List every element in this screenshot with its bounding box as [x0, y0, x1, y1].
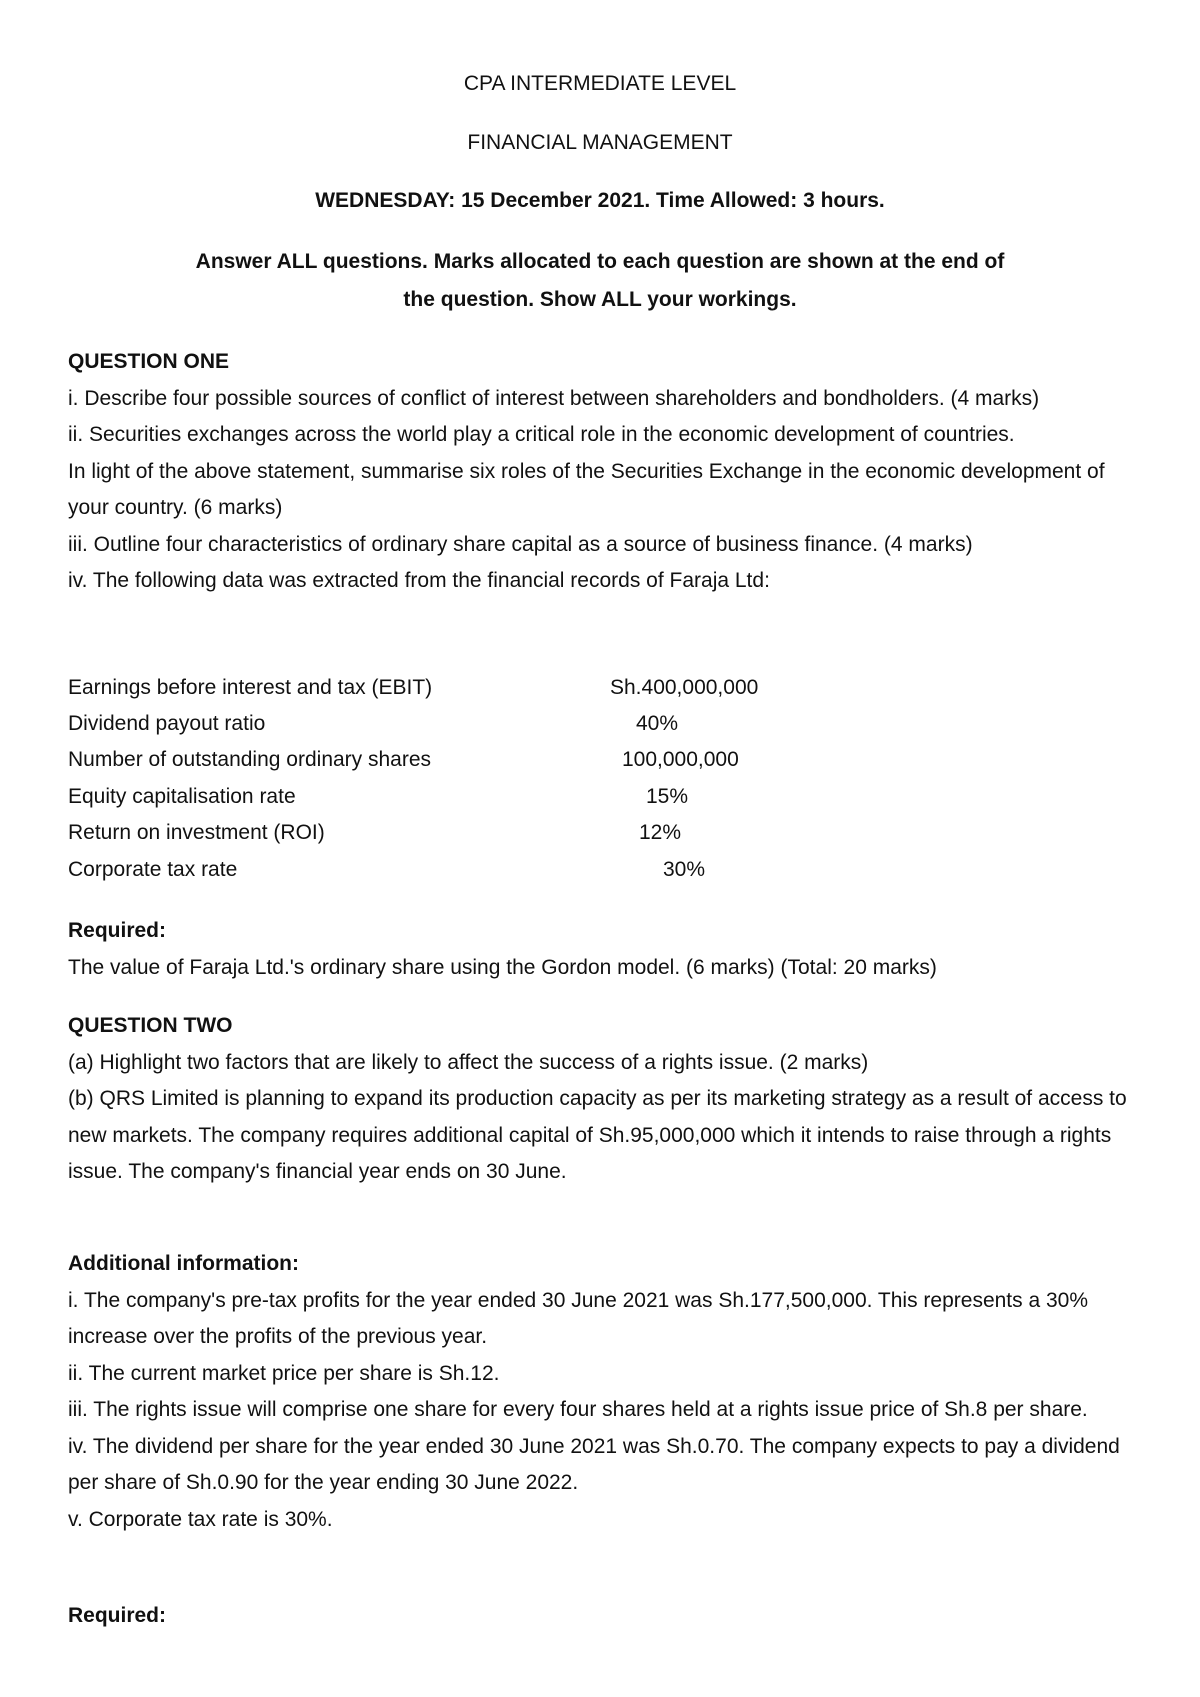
instructions-line-2: the question. Show ALL your workings.: [403, 288, 797, 311]
q1-item-ii-statement: In light of the above statement, summarise six roles of the Securities Exchange in the economic development of your country. (6 marks): [68, 459, 1105, 519]
q1-item-iv: iv. The following data was extracted from the financial records of Faraja Ltd:: [68, 569, 770, 592]
q1-required-block: [68, 913, 1148, 986]
data-label: Dividend payout ratio: [68, 712, 266, 735]
additional-item-ii: ii. The current market price per share is Sh.12.: [68, 1361, 500, 1385]
additional-info-section: [68, 1246, 1148, 1538]
question-two-section: [68, 1008, 1148, 1191]
data-label: Return on investment (ROI): [68, 821, 325, 844]
q1-item-i: i. Describe four possible sources of conflict of interest between shareholders and bondholders. (4 marks): [68, 386, 1040, 410]
required-label: Required:: [68, 919, 167, 942]
question-two-title: QUESTION TWO: [68, 1014, 233, 1037]
q2-part-a: (a) Highlight two factors that are likely to affect the success of a rights issue. (2 marks): [68, 1050, 869, 1074]
data-label: Number of outstanding ordinary shares: [68, 748, 432, 771]
exam-level: CPA INTERMEDIATE LEVEL: [463, 72, 737, 95]
exam-date-time: WEDNESDAY: 15 December 2021. Time Allowed: 3 hours.: [315, 189, 885, 212]
data-label: Equity capitalisation rate: [68, 785, 296, 808]
question-one-section: [68, 344, 1148, 600]
exam-subject: FINANCIAL MANAGEMENT: [467, 131, 733, 154]
q1-item-ii: ii. Securities exchanges across the world play a critical role in the economic development of countries.: [68, 423, 1015, 446]
instructions-line-1: Answer ALL questions. Marks allocated to each question are shown at the end of: [195, 250, 1005, 273]
additional-item-iv: iv. The dividend per share for the year ended 30 June 2021 was Sh.0.70. The company expects to pay a dividend per share of Sh.0.90 for the year ending 30 June 2022.: [68, 1434, 1120, 1494]
data-value: 40%: [636, 712, 679, 735]
data-value: 30%: [663, 858, 706, 881]
required-label: Required:: [68, 1604, 167, 1627]
data-value: Sh.400,000,000: [610, 676, 759, 699]
data-label: Earnings before interest and tax (EBIT): [68, 676, 433, 699]
data-value: 12%: [639, 821, 682, 844]
q2-part-b: (b) QRS Limited is planning to expand its production capacity as per its marketing strategy as a result of access to new markets. The company requires additional capital of Sh.95,000,000 which it intends to raise through a rights issue. The company's financial year ends on 30 June.: [68, 1087, 1127, 1183]
question-one-title: QUESTION ONE: [68, 350, 230, 373]
additional-item-v: v. Corporate tax rate is 30%.: [68, 1507, 333, 1531]
q1-item-iii: iii. Outline four characteristics of ordinary share capital as a source of business finance. (4 marks): [68, 532, 973, 556]
data-value: 15%: [646, 785, 689, 808]
q2-required-block: [68, 1598, 1148, 1635]
data-label: Corporate tax rate: [68, 858, 238, 881]
q1-required-text: The value of Faraja Ltd.'s ordinary share using the Gordon model. (6 marks) (Total: 20 marks): [68, 955, 937, 979]
data-value: 100,000,000: [622, 748, 739, 771]
additional-info-label: Additional information:: [68, 1252, 299, 1275]
additional-item-i: i. The company's pre-tax profits for the year ended 30 June 2021 was Sh.177,500,000. This represents a 30% increase over the profits of the previous year.: [68, 1288, 1089, 1348]
additional-item-iii: iii. The rights issue will comprise one share for every four shares held at a rights issue price of Sh.8 per share.: [68, 1398, 1088, 1421]
